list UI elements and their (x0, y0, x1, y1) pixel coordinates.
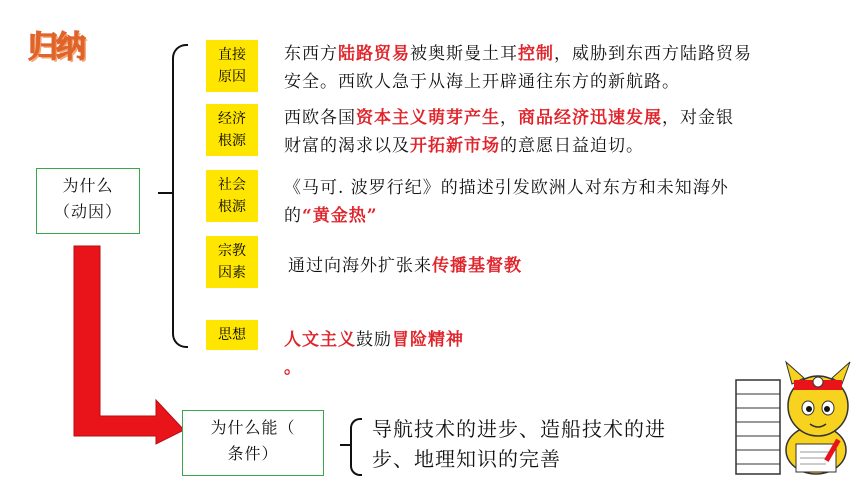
reason-tag-line2: 原因 (218, 69, 246, 85)
highlight-text: 冒险精神 (392, 330, 464, 350)
reason-text-3 (288, 252, 522, 280)
highlight-text: 商品经济迅速发展 (518, 108, 662, 128)
why-motive-box (36, 168, 140, 234)
why-can-condition-box (182, 410, 324, 476)
reason-tag-line2: 根源 (218, 133, 246, 149)
reason-text-4 (284, 326, 464, 382)
why-can-line1: 为什么能（ (210, 418, 296, 437)
highlight-text: 控制 (518, 44, 554, 64)
highlight-text: “黄金热” (302, 206, 378, 226)
highlight-text: 传播基督教 (432, 256, 522, 276)
reason-tag-0 (206, 40, 258, 92)
cartoon-student-illustration (730, 340, 856, 480)
body-text: ， (500, 108, 518, 128)
reason-tag-line1: 直接 (218, 47, 246, 63)
why-line2: （动因） (53, 202, 122, 221)
body-text: ，威胁到东西方陆路贸易 (554, 44, 752, 64)
why-can-line2: 条件） (227, 444, 279, 463)
reason-text-line2 (284, 132, 734, 160)
highlight-text: 资本主义萌芽产生 (356, 108, 500, 128)
reason-tag-4 (206, 320, 258, 350)
red-arrow-icon (60, 240, 190, 450)
reason-tag-3 (206, 236, 258, 288)
body-text: ，对金银 (662, 108, 734, 128)
reason-text-0 (284, 40, 752, 96)
reason-tag-1 (206, 104, 258, 156)
body-text: 鼓励 (356, 330, 392, 350)
body-text: 被奥斯曼土耳 (410, 44, 518, 64)
body-text: 安全。西欧人急于从海上开辟通往东方的新航路。 (284, 72, 680, 92)
body-text: 通过向海外扩张来 (288, 256, 432, 276)
highlight-text: 开拓新市场 (410, 136, 500, 156)
reason-text-line1 (284, 40, 752, 68)
body-text: 东西方 (284, 44, 338, 64)
reason-tag-2 (206, 170, 258, 222)
body-text: 《马可. 波罗行纪》的描述引发欧洲人对东方和未知海外 (284, 178, 729, 198)
conditions-line2: 步、地理知识的完善 (372, 447, 561, 471)
body-text: 西欧各国 (284, 108, 356, 128)
conditions-line1: 导航技术的进步、造船技术的进 (372, 417, 666, 441)
reason-text-line2 (284, 68, 752, 96)
conditions-text (372, 414, 666, 474)
highlight-text: 陆路贸易 (338, 44, 410, 64)
page-title: 归纳 (28, 30, 84, 65)
reason-tag-line1: 社会 (218, 177, 246, 193)
conditions-bracket-tip (340, 444, 350, 446)
body-text: 的意愿日益迫切。 (500, 136, 644, 156)
highlight-text: 人文主义 (284, 330, 356, 350)
body-text: 财富的渴求以及 (284, 136, 410, 156)
reason-text-2 (284, 174, 729, 230)
bracket-tip (158, 192, 172, 194)
why-line1: 为什么 (62, 176, 114, 195)
reason-text-line1 (284, 326, 464, 354)
reason-tag-line1: 宗教 (218, 243, 246, 259)
reason-text-line1 (288, 252, 522, 280)
reason-text-line1 (284, 104, 734, 132)
reason-text-line2 (284, 354, 464, 382)
reason-text-line2 (284, 202, 729, 230)
reason-tag-line1: 经济 (218, 111, 246, 127)
reason-tag-line2: 根源 (218, 199, 246, 215)
highlight-text: 。 (284, 358, 302, 378)
reason-text-1 (284, 104, 734, 160)
reason-tag-line2: 因素 (218, 265, 246, 281)
reason-text-line1 (284, 174, 729, 202)
reason-tag-line1: 思想 (218, 327, 246, 343)
conditions-bracket (350, 418, 362, 476)
body-text: 的 (284, 206, 302, 226)
